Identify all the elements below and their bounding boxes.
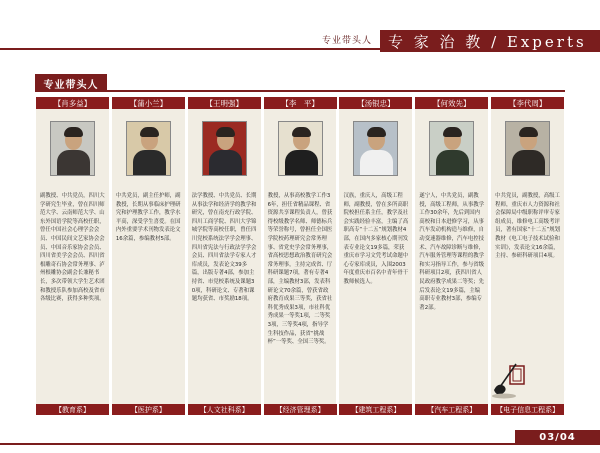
portrait-hair	[292, 127, 311, 137]
expert-photo	[50, 121, 95, 176]
expert-name: 【汤银忠】	[339, 97, 412, 109]
expert-department: 【电子信息工程系】	[491, 404, 564, 415]
portrait-hair	[64, 127, 83, 137]
expert-department: 【医护系】	[112, 404, 185, 415]
expert-name: 【王明强】	[188, 97, 261, 109]
expert-name: 【何效先】	[415, 97, 488, 109]
expert-card	[264, 97, 337, 415]
expert-name: 【肖多益】	[36, 97, 109, 109]
expert-card	[188, 97, 261, 415]
expert-department: 【经济管理系】	[264, 404, 337, 415]
expert-department: 【建筑工程系】	[339, 404, 412, 415]
expert-name: 【蒲小兰】	[112, 97, 185, 109]
expert-bio: 中共党员，副主任护师，副教授，长期从事临床护理研究和护理教学工作，教学水平高，深受学生喜爱。在国内外重要学术刊物发表论文16余篇，参编教材5部。	[115, 193, 181, 242]
section-title: 专业带头人	[35, 74, 107, 92]
expert-department: 【人文社科系】	[188, 404, 261, 415]
expert-card	[36, 97, 109, 415]
portrait-body	[209, 150, 242, 176]
expert-card	[339, 97, 412, 415]
expert-bio: 汉族，重庆人，高级工程师，副教授，曾在多所高职院校担任系主任，教学及社会实践经验丰富，主编了高职高专“十二五”规划教材4部，在国内多家核心期刊发表专业论文19多篇，荣获重庆市学习文凭考试命题中心专家库成员，入围2003年度重庆市百名中青年骨干教师候选人。	[343, 193, 409, 285]
page-number: 03/04	[515, 430, 600, 445]
expert-department: 【教育系】	[36, 404, 109, 415]
expert-card	[415, 97, 488, 415]
portrait-body	[133, 150, 166, 176]
portrait-body	[436, 150, 469, 176]
expert-photo	[278, 121, 323, 176]
expert-photo	[202, 121, 247, 176]
portrait-body	[360, 150, 393, 176]
footer-rule	[0, 443, 515, 445]
expert-bio: 教授，从事高校教学工作36年，担任省精品课程、省资源共享课程负责人，曾获得校级教学名师、师德标兵等荣誉称号，曾担任全国医学院校药理研究会常务理事、省党史学会常务理事，省高校思想政治教育研究会常务理事，主持完成省、厅科研课题7项，著有专著4部，主编教材3部，发表科研论文70余篇，曾获省政府教育成果三等奖，获省社科优秀成果3项，市社科优秀成果一等奖1项，二等奖3项，三等奖4项，指导学生科技作品，获省“挑战杯”一等奖、全国三等奖。	[267, 193, 333, 346]
expert-bio: 遂宁人，中共党员，副教授，高级工程师，从事教学工作30余年，先后到国内高校和日本进修学习，从事汽车发动机构造与维修，自动变速器维修，汽车电控技术、汽车故障诊断与维修，汽车服务管理等课程的教学和实习指导工作，参与省级科研项目2项，获四川省人民政府教学成果二等奖；先后发表论文19多篇，主编高职专业教材3部，参编专著2部。	[419, 193, 484, 311]
expert-photo	[353, 121, 398, 176]
expert-bio: 中共党员，副教授，高级工程师，重庆市人力资源和社会保障局中级职称评审专家组成员，维修电工高级考评员，著有国家“十二五”规划教材《电工电子技术试验和实训》，发表论文16余篇，主持、参研科研项目4项。	[495, 193, 561, 260]
header-left	[0, 30, 380, 52]
portrait-body	[285, 150, 318, 176]
expert-card	[112, 97, 185, 415]
expert-name: 【李 平】	[264, 97, 337, 109]
page-header	[0, 30, 600, 52]
expert-department: 【汽车工程系】	[415, 404, 488, 415]
section-bar	[35, 74, 565, 92]
top-margin	[0, 0, 600, 30]
expert-photo	[126, 121, 171, 176]
header-small-title: 专业带头人	[321, 36, 372, 46]
expert-photo	[505, 121, 550, 176]
expert-bio: 法学教授、中共党员、长期从事法学和经济学的教学和研究，曾在南充行政学院、四川工商学院、四川大学锦城学院等高校任职，曾任四川党校系统法学学会理事、四川省宪法与行政法学学会会员、四川省法学专家人才库成员，发表论文39多篇，出版专著4部，参加主持省、市党校系统及课题30项，科研论文、专著和课题均获省、市奖励18项。	[191, 193, 257, 303]
expert-photo	[429, 121, 474, 176]
portrait-hair	[443, 127, 462, 137]
portrait-hair	[140, 127, 159, 137]
experts-columns	[36, 97, 564, 415]
calligraphy-ink-stamp-icon	[490, 360, 528, 400]
expert-bio: 副教授、中共党员，四川大学研究生毕业，曾在四川师范大学、云南师范大学、山东外国语学院等高校任职，曾任中国社会心理学会会员、中国民间文艺家协会会员、中国音乐家协会会员、四川省美学会会员、四川省根雕奇石协会常务理事、泸州根雕协会副会长兼秘书长，多次带领大学生艺术团和教授乐队参加高校及省市各级比赛，获得多种奖项。	[40, 193, 105, 303]
expert-name: 【李代周】	[491, 97, 564, 109]
header-rule	[0, 48, 380, 50]
portrait-body	[512, 150, 545, 176]
portrait-hair	[216, 127, 235, 137]
header-main-title: 专 家 治 教 / Experts	[380, 30, 600, 52]
portrait-body	[57, 150, 90, 176]
portrait-hair	[519, 127, 538, 137]
portrait-hair	[367, 127, 386, 137]
